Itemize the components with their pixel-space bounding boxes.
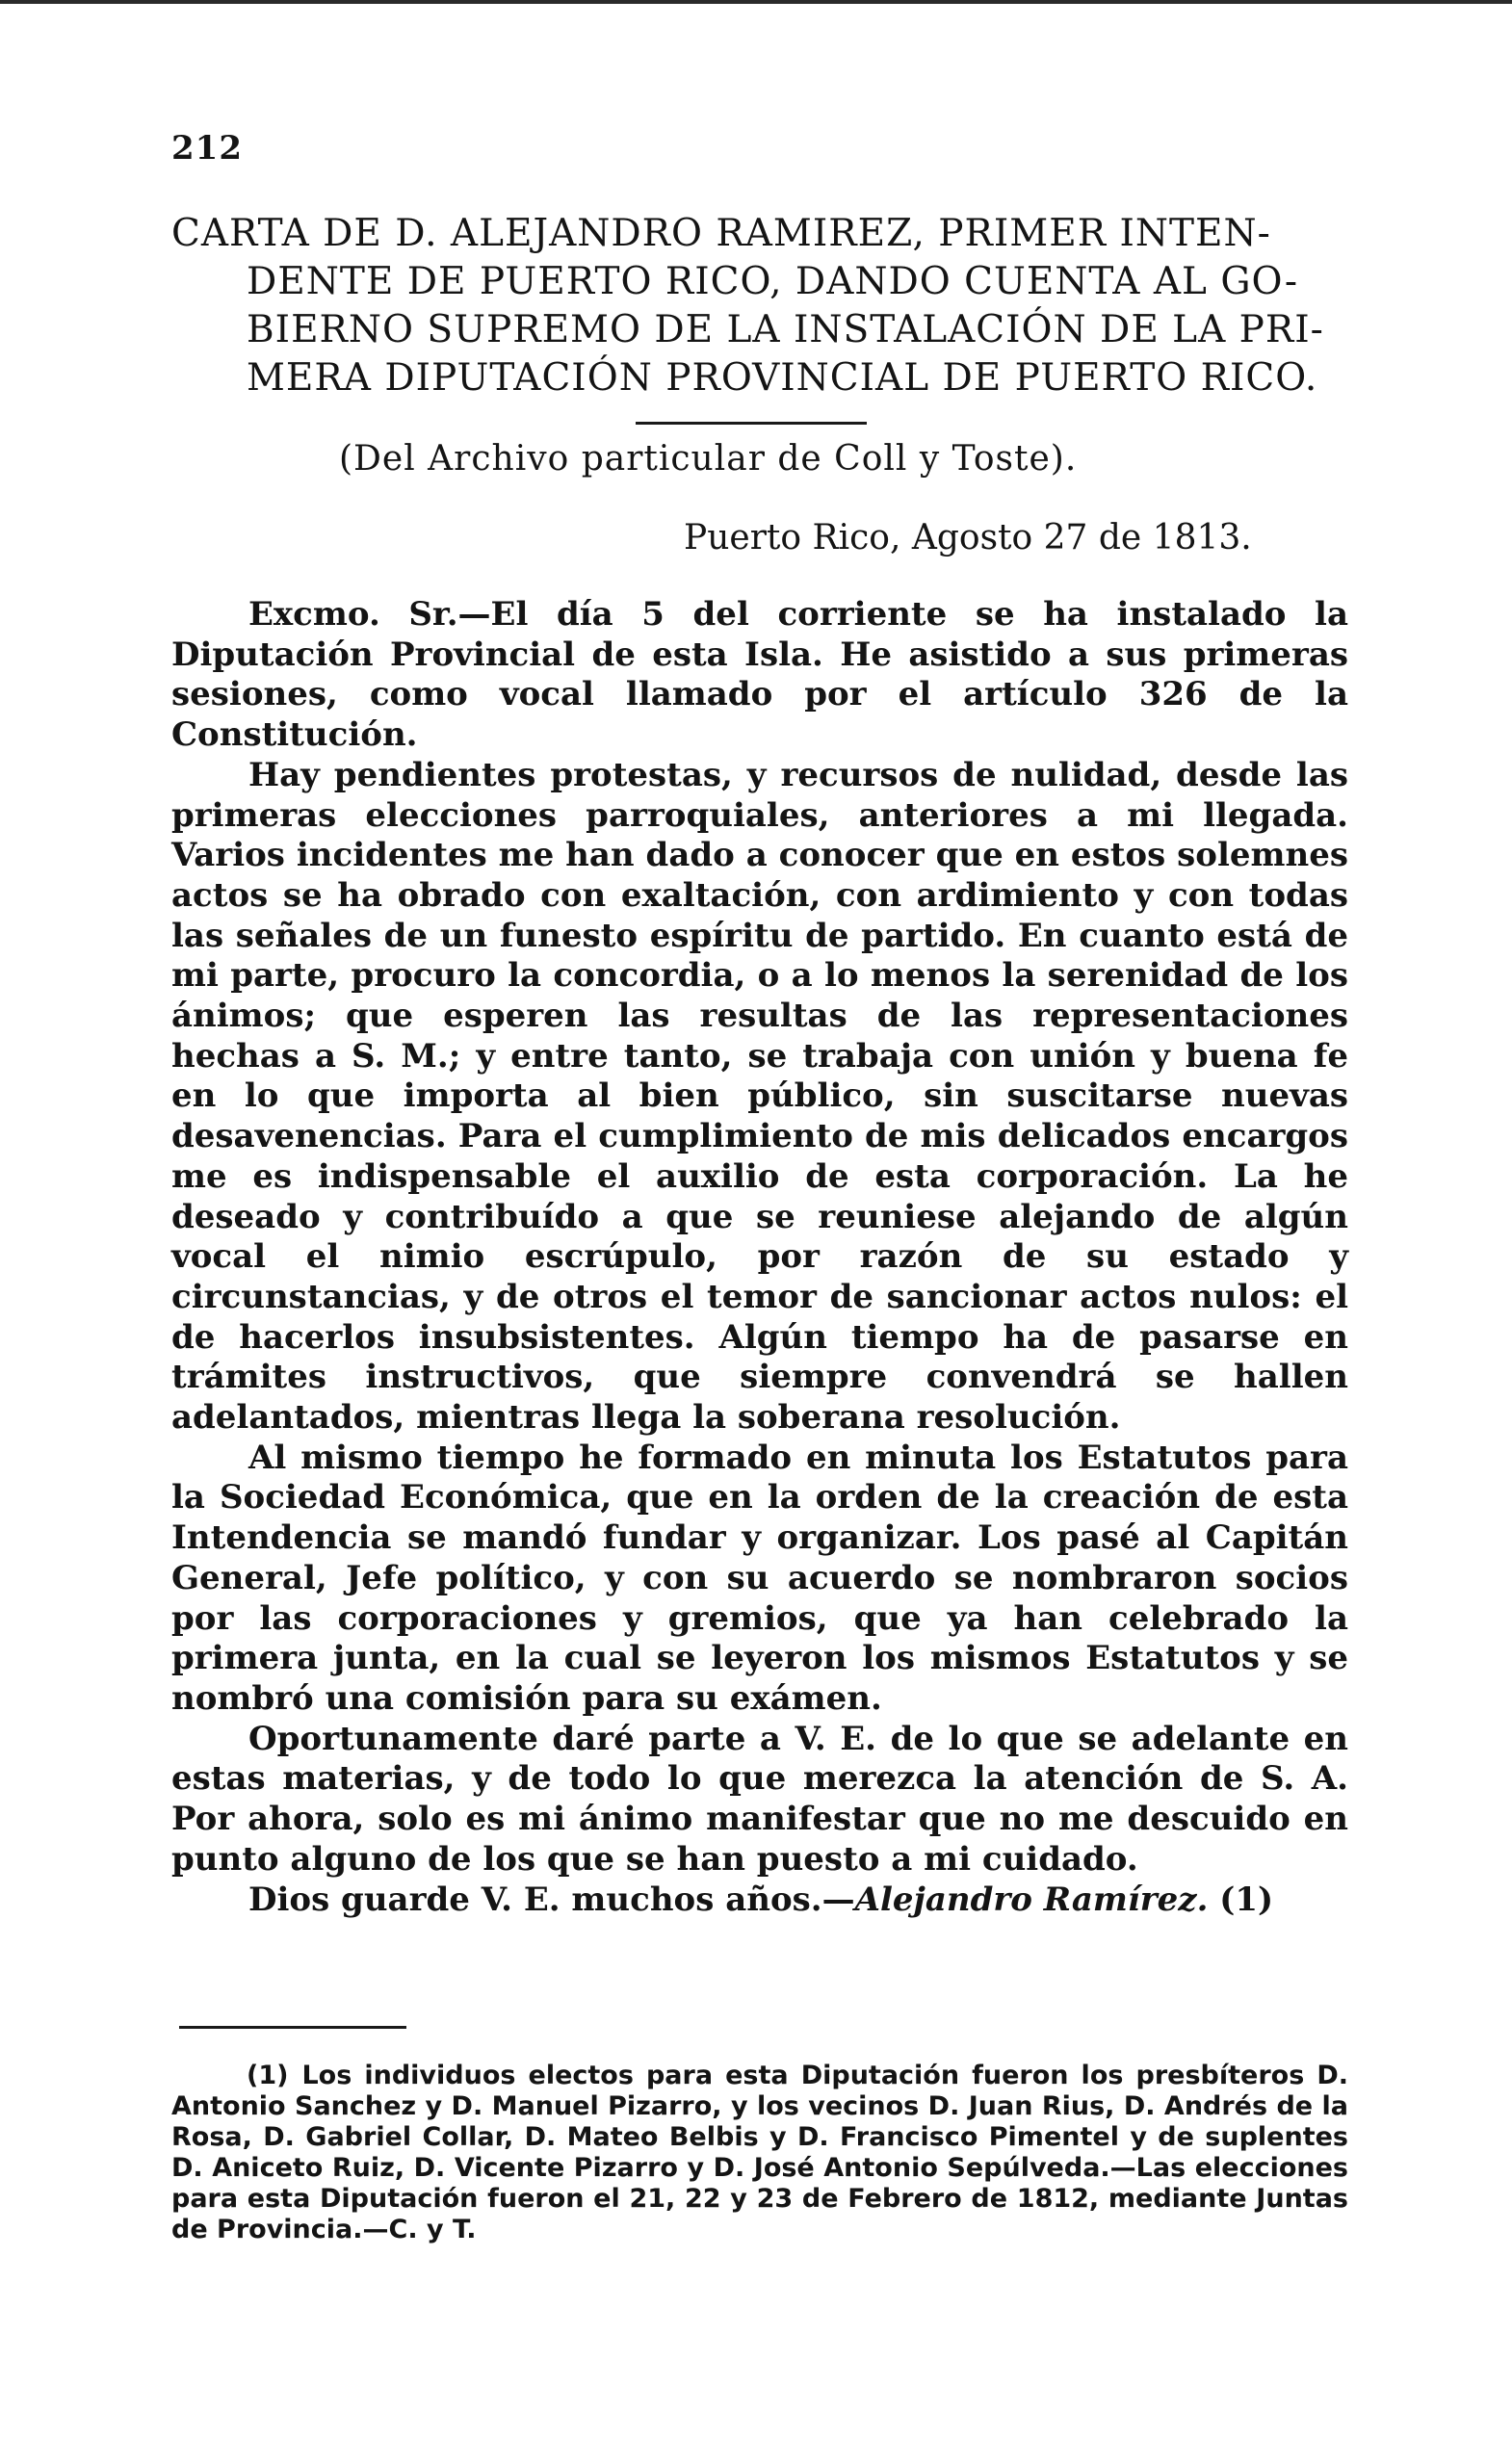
closing-line (171, 1880, 1348, 1921)
closing-salutation: Dios guarde V. E. muchos años.— (248, 1880, 855, 1919)
footnote-divider (179, 2026, 406, 2029)
paragraph-4: Oportunamente daré parte a V. E. de lo que se adelante en estas materias, y de todo lo que merezca la atención de S. A. Por ahora, solo es mi ánimo manifestar que no me descuido en punto alguno de los que se han puesto a mi cuidado. (171, 1719, 1348, 1879)
page-number: 212 (171, 129, 243, 168)
signature: Alejandro Ramírez. (854, 1880, 1209, 1919)
letter-body (171, 595, 1348, 1920)
title-divider (636, 422, 867, 425)
document-title (171, 210, 1348, 402)
title-line-1: CARTA DE D. ALEJANDRO RAMIREZ, PRIMER INTEN- (171, 212, 1271, 255)
footnote-text: Los individuos electos para esta Diputación fueron los presbíteros D. Antonio Sanchez y D. Manuel Pizarro, y los vecinos D. Juan Rius, D. Andrés de la Rosa, D. Gabriel Collar, D. Mateo Belbis y D. Francisco Pimentel y de suplentes D. Aniceto Ruiz, D. Vicente Pizarro y D. José Antonio Sepúlveda.—Las elecciones para esta Diputación fueron el 21, 22 y 23 de Febrero de 1812, mediante Juntas de Provincia.—C. y T. (171, 2061, 1348, 2244)
footnote-mark: (1) (247, 2061, 289, 2090)
title-line-4: MERA DIPUTACIÓN PROVINCIAL DE PUERTO RICO. (247, 356, 1318, 400)
title-line-2: DENTE DE PUERTO RICO, DANDO CUENTA AL GO- (247, 260, 1299, 303)
paragraph-1: Excmo. Sr.—El día 5 del corriente se ha instalado la Diputación Provincial de esta Isla. He asistido a sus primeras sesiones, como vocal llamado por el artículo 326 de la Constitución. (171, 595, 1348, 755)
source-note: (Del Archivo particular de Coll y Toste). (339, 439, 1078, 479)
paragraph-2: Hay pendientes protestas, y recursos de nulidad, desde las primeras elecciones parroquiales, anteriores a mi llegada. Varios incidentes me han dado a conocer que en estos solemnes actos se ha obrado con exaltación, con ardimiento y con todas las señales de un funesto espíritu de partido. En cuanto está de mi parte, procuro la concordia, o a lo menos la serenidad de los ánimos; que esperen las resultas de las representaciones hechas a S. M.; y entre tanto, se trabaja con unión y buena fe en lo que importa al bien público, sin suscitarse nuevas desavenencias. Para el cumplimiento de mis delicados encargos me es indispensable el auxilio de esta corporación. La he deseado y contribuído a que se reuniese alejando de algún vocal el nimio escrúpulo, por razón de su estado y circunstancias, y de otros el temor de sancionar actos nulos: el de hacerlos insubsistentes. Algún tiempo ha de pasarse en trámites instructivos, que siempre convendrá se hallen adelantados, mientras llega la soberana resolución. (171, 755, 1348, 1438)
paragraph-3: Al mismo tiempo he formado en minuta los Estatutos para la Sociedad Económica, que en la orden de la creación de esta Intendencia se mandó fundar y organizar. Los pasé al Capitán General, Jefe político, y con su acuerdo se nombraron socios por las corporaciones y gremios, que ya han celebrado la primera junta, en la cual se leyeron los mismos Estatutos y se nombró una comisión para su exámen. (171, 1438, 1348, 1718)
footnote-reference[interactable]: (1) (1219, 1880, 1274, 1919)
dateline: Puerto Rico, Agosto 27 de 1813. (684, 518, 1252, 558)
footnote (171, 2061, 1348, 2245)
top-border-rule (0, 0, 1512, 4)
title-line-3: BIERNO SUPREMO DE LA INSTALACIÓN DE LA PRI- (247, 308, 1324, 351)
